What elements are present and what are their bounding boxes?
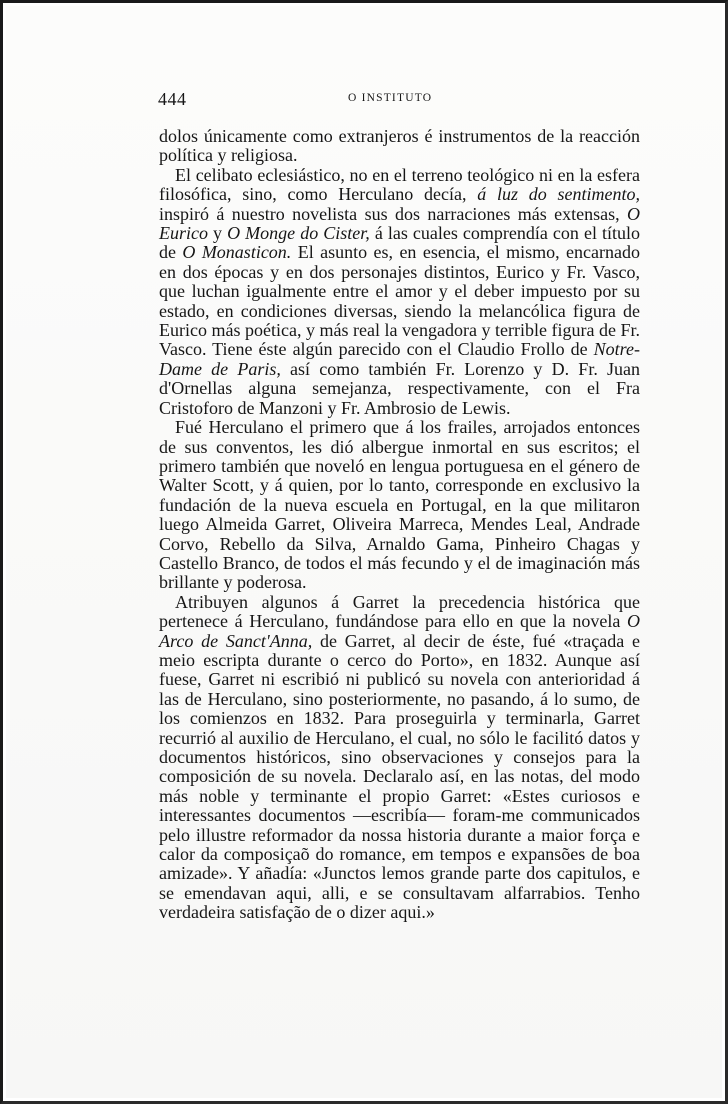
text-run: El asunto es, en esencia, el mismo, encarnado en dos épocas y en dos personajes distintos, Eurico y Fr. Vasco, que luchan igualmente entre el amor y el deber impuesto por su estado, en condiciones diversas, siendo la melancólica figura de Eurico más poética, y más real la vengadora y terrible figura de Fr. Vasco. Tiene éste algún parecido con el Claudio Frollo de xyxy=(159,242,640,360)
italic-phrase: á luz do sentimento, xyxy=(477,184,640,205)
journal-title: O INSTITUTO xyxy=(348,92,433,104)
text-run: El celibato eclesiástico, no en el terreno teológico ni en la esfera filosófica, sino, como Herculano decía, xyxy=(159,164,640,205)
paragraph xyxy=(159,166,640,418)
body-text xyxy=(159,127,640,923)
book-title: Notre-Dame de Paris, xyxy=(159,339,640,379)
text-run: Atribuyen algunos á Garret la precedencia histórica que pertenece á Herculano, fundándose para ello en que la novela xyxy=(159,591,640,632)
book-title: O Monasticon. xyxy=(182,242,292,263)
paragraph xyxy=(159,418,640,593)
paragraph xyxy=(159,593,640,923)
text-run: así como también Fr. Lorenzo y D. Fr. Juan d'Ornellas alguna semejanza, respectivamente, con el Fra Cristoforo de Manzoni y Fr. Ambrosio de Lewis. xyxy=(159,358,640,418)
book-title: O Eurico xyxy=(159,203,640,244)
text-run: inspiró á nuestro novelista sus dos narraciones más extensas, xyxy=(159,203,627,224)
text-run: dolos únicamente como extranjeros é instrumentos de la reacción política y religiosa. xyxy=(159,126,640,166)
paragraph xyxy=(159,127,640,166)
text-run: de Garret, al decir de éste, fué «traçada e meio escripta durante o cerco do Porto», en 1832. Aunque así fuese, Garret ni escribió ni publicó su novela con anterioridad á las de Herculano, sino posteriormente, no pasando, á lo sumo, de los comienzos en 1832. Para proseguirla y terminarla, Garret recurrió al auxilio de Herculano, el cual, no sólo le facilitó datos y documentos históricos, sino observaciones y consejos para la composición de su novela. Declaralo así, en las notas, del modo más noble y terminante el propio Garret: «Estes curiosos e interessantes documentos —escribía— foram-me communicados pelo illustre reformador da nossa historia durante a maior força e calor da composiçaõ do romance, em tempos e expansões de boa amizade». Y añadía: «Junctos lemos grande parte dos capitulos, e se emendavan aqui, alli, e se consultavam alfarrabios. Tenho verdadeira satisfação de o dizer aqui.» xyxy=(159,630,640,923)
text-run: y xyxy=(208,223,228,244)
book-title: O Monge do Cister, xyxy=(227,223,370,244)
text-run: Fué Herculano el primero que á los frailes, arrojados entonces de sus conventos, les dió albergue inmortal en sus escritos; el primero también que noveló en lengua portuguesa en el género de Walter Scott, y á quien, por lo tanto, corresponde en exclusivo la fundación de la nueva escuela en Portugal, en la que militaron luego Almeida Garret, Oliveira Marreca, Mendes Leal, Andrade Corvo, Rebello da Silva, Arnaldo Gama, Pinheiro Chagas y Castello Branco, de todos el más fecundo y el de imaginación más brillante y poderosa. xyxy=(159,417,640,593)
book-title: O Arco de Sanct'Anna, xyxy=(159,611,640,651)
page-number: 444 xyxy=(158,89,187,109)
running-head xyxy=(152,86,640,112)
text-run: á las cuales comprendía con el título de xyxy=(159,223,641,263)
